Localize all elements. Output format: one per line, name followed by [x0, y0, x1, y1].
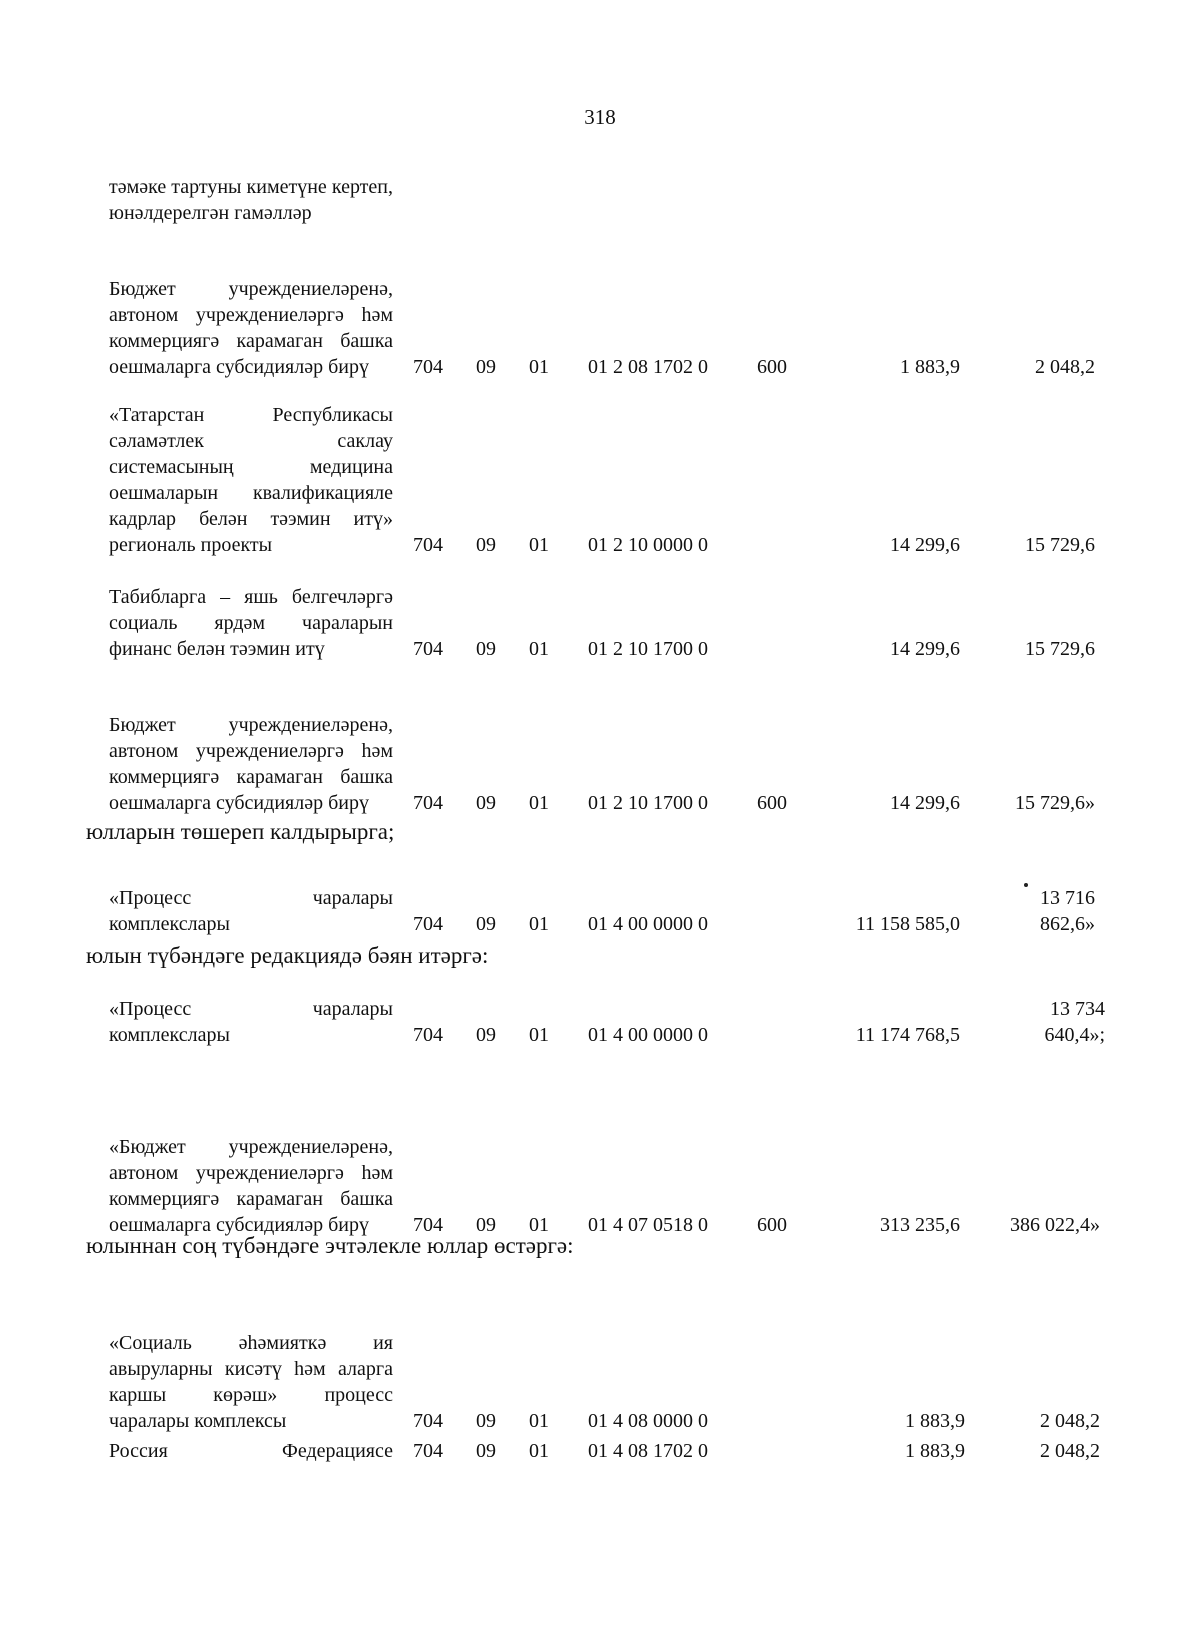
col-year2: 13 734 640,4»;: [1044, 998, 1105, 1046]
table-row: [0, 152, 1200, 226]
col-cs: 01 4 00 0000 0: [588, 913, 708, 935]
col-year2: 15 729,6: [1025, 638, 1095, 660]
col-vr: 600: [757, 792, 787, 814]
table-row: [0, 662, 1200, 816]
col-year1: 1 883,9: [900, 356, 960, 378]
table-row-subsidies: [0, 1082, 1200, 1238]
col-year2: 15 729,6»: [1015, 792, 1095, 814]
row-name: Россия Федерациясе: [109, 1440, 393, 1462]
col-pr: 01: [529, 1440, 549, 1462]
col-year2: 386 022,4»: [1010, 1214, 1100, 1236]
col-year1: 14 299,6: [890, 638, 960, 660]
col-vr: 600: [757, 356, 787, 378]
row-name: Бюджет учреждениеләренә, автоном учреждениеләргә һәм коммерциягә карамаган башка оешмаларга субсидияләр бирү: [109, 714, 393, 814]
instruction-add: юлыннан соң түбәндәге эчтәлекле юллар өстәргә:: [86, 1233, 574, 1258]
col-cs: 01 2 10 1700 0: [588, 792, 708, 814]
table-row-added: [0, 1436, 1200, 1464]
col-gr: 704: [413, 356, 443, 378]
page-number: 318: [584, 105, 616, 129]
row-name: тәмәке тартуны киметүне кертеп, юнәлдерелгән гамәлләр: [109, 176, 393, 224]
col-gr: 704: [413, 1214, 443, 1236]
instruction-delete: юлларын төшереп калдырырга;: [86, 819, 395, 844]
col-gr: 704: [413, 1410, 443, 1432]
col-rz: 09: [476, 356, 496, 378]
col-cs: 01 2 10 0000 0: [588, 534, 708, 556]
col-rz: 09: [476, 792, 496, 814]
col-pr: 01: [529, 638, 549, 660]
col-cs: 01 4 00 0000 0: [588, 1024, 708, 1046]
col-pr: 01: [529, 1410, 549, 1432]
row-name: Табибларга – яшь белгечләргә социаль ярдәм чараларын финанс белән тәэмин итү: [109, 586, 393, 660]
col-pr: 01: [529, 356, 549, 378]
table-row-old: [0, 885, 1200, 937]
col-rz: 09: [476, 1440, 496, 1462]
col-year1: 11 174 768,5: [855, 1024, 960, 1046]
table-row: [0, 380, 1200, 558]
col-rz: 09: [476, 534, 496, 556]
col-year1: 14 299,6: [890, 534, 960, 556]
col-year1: 14 299,6: [890, 792, 960, 814]
col-cs: 01 4 07 0518 0: [588, 1214, 708, 1236]
col-pr: 01: [529, 1214, 549, 1236]
col-year2: 2 048,2: [1040, 1410, 1100, 1432]
col-rz: 09: [476, 638, 496, 660]
col-pr: 01: [529, 534, 549, 556]
row-name: «Процесс чаралары комплекслары: [109, 887, 393, 935]
table-row-added: [0, 1300, 1200, 1434]
col-rz: 09: [476, 1024, 496, 1046]
col-gr: 704: [413, 1440, 443, 1462]
row-name: «Социаль әһәмияткә ия авыруларны кисәтү һәм аларга каршы көрәш» процесс чаралары комплексы: [109, 1332, 393, 1432]
col-year2: 2 048,2: [1040, 1440, 1100, 1462]
col-year2: 13 716 862,6»: [1040, 887, 1095, 935]
col-gr: 704: [413, 1024, 443, 1046]
col-gr: 704: [413, 638, 443, 660]
col-rz: 09: [476, 1410, 496, 1432]
col-year1: 313 235,6: [880, 1214, 960, 1236]
col-cs: 01 4 08 1702 0: [588, 1440, 708, 1462]
col-year1: 1 883,9: [905, 1410, 965, 1432]
row-name: «Процесс чаралары комплекслары: [109, 998, 393, 1046]
col-year2: 15 729,6: [1025, 534, 1095, 556]
col-pr: 01: [529, 913, 549, 935]
table-row: [0, 228, 1200, 380]
row-name: «Бюджет учреждениеләренә, автоном учреждениеләргә һәм коммерциягә карамаган башка оешмаларга субсидияләр бирү: [109, 1136, 393, 1236]
col-gr: 704: [413, 913, 443, 935]
row-name: «Татарстан Республикасы сәламәтлек саклау системасының медицина оешмаларын квалификацияле кадрлар белән тәэмин итү» региональ проекты: [109, 404, 393, 556]
col-pr: 01: [529, 1024, 549, 1046]
col-year1: 11 158 585,0: [855, 913, 960, 935]
col-cs: 01 2 08 1702 0: [588, 356, 708, 378]
col-year2: 2 048,2: [1035, 356, 1095, 378]
col-gr: 704: [413, 792, 443, 814]
col-rz: 09: [476, 913, 496, 935]
col-vr: 600: [757, 1214, 787, 1236]
col-cs: 01 2 10 1700 0: [588, 638, 708, 660]
table-row: [0, 558, 1200, 662]
col-rz: 09: [476, 1214, 496, 1236]
col-gr: 704: [413, 534, 443, 556]
row-name: Бюджет учреждениеләренә, автоном учреждениеләргә һәм коммерциягә карамаган башка оешмаларга субсидияләр бирү: [109, 278, 393, 378]
col-year1: 1 883,9: [905, 1440, 965, 1462]
col-cs: 01 4 08 0000 0: [588, 1410, 708, 1432]
instruction-replace: юлын түбәндәге редакциядә бәян итәргә:: [86, 943, 489, 968]
table-row-new: [0, 996, 1200, 1048]
col-pr: 01: [529, 792, 549, 814]
